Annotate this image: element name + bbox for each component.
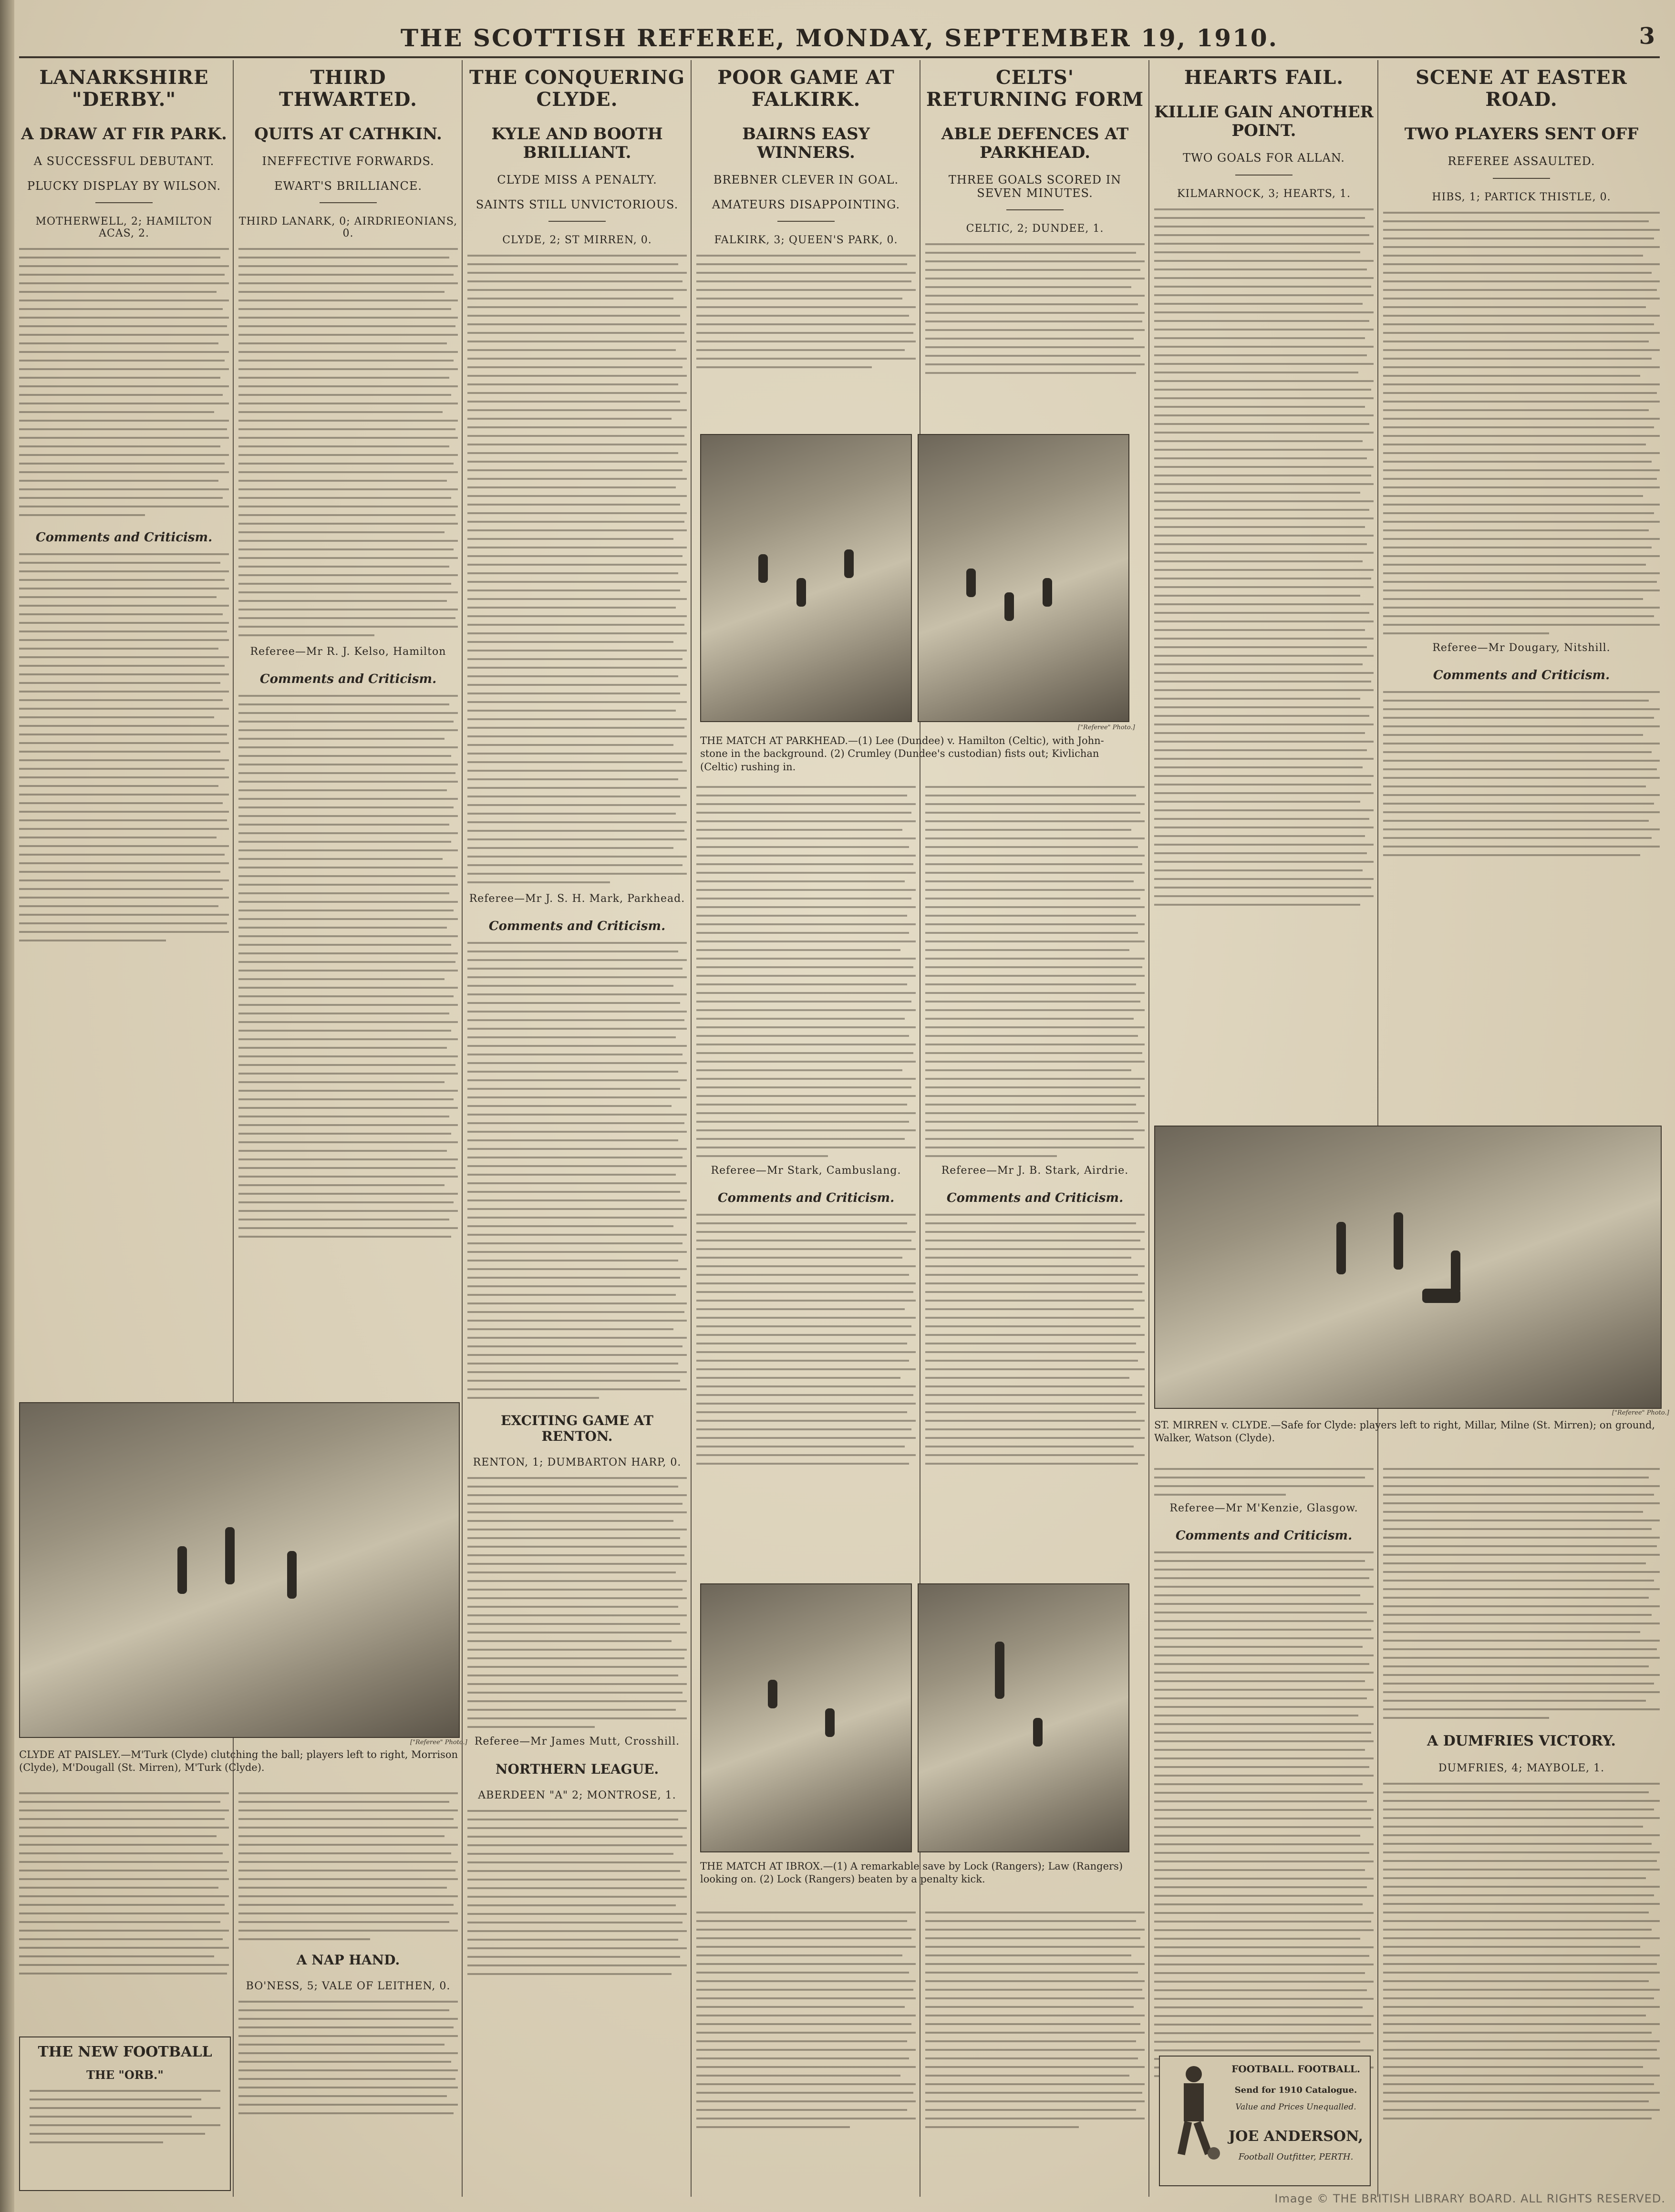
section-heading: Comments and Criticism. — [717, 1191, 895, 1205]
copyright-notice: Image © THE BRITISH LIBRARY BOARD. ALL RIGHTS RESERVED. — [1274, 2192, 1665, 2205]
divider — [1006, 209, 1064, 210]
match-score: MOTHERWELL, 2; HAMILTON ACAS, 2. — [35, 216, 213, 240]
advertisement-new-football — [19, 2036, 231, 2191]
photo-caption: THE MATCH AT PARKHEAD.—(1) Lee (Dundee) v. Hamilton (Celtic), with John-stone in the background. (2) Crumley (Dundee's custodian) fists out; Kivlichan (Celtic) rushing in. — [700, 735, 1104, 773]
article-body — [19, 248, 229, 516]
article-body — [1154, 208, 1374, 906]
match-score: RENTON, 1; DUMBARTON HARP, 0. — [473, 1456, 682, 1468]
advertisement-joe-anderson — [1159, 2056, 1371, 2186]
ad-line: Value and Prices Unequalled. — [1235, 2102, 1356, 2112]
ad-body — [20, 2090, 230, 2143]
article-body — [1383, 1468, 1660, 1719]
photo-caption: THE MATCH AT IBROX.—(1) A remarkable save by Lock (Rangers); Law (Rangers) looking on. (2) Lock (Rangers) beaten by a penalty kick. — [700, 1861, 1123, 1885]
ad-title: THE NEW FOOTBALL — [38, 2044, 212, 2060]
section-heading: Comments and Criticism. — [488, 919, 666, 934]
deck: INEFFECTIVE FORWARDS. — [262, 155, 434, 168]
ad-line: Send for 1910 Catalogue. — [1234, 2085, 1357, 2095]
article-body — [1383, 691, 1660, 856]
referee-line: Referee—Mr J. S. H. Mark, Parkhead. — [469, 893, 685, 905]
article-body — [1383, 1783, 1660, 2119]
photo-caption: ST. MIRREN v. CLYDE.—Safe for Clyde: players left to right, Millar, Milne (St. Mirren); on ground, Walker, Watson (Clyde). — [1154, 1419, 1655, 1444]
photo-caption: CLYDE AT PAISLEY.—M'Turk (Clyde) clutching the ball; players left to right, Morrison (Clyde), M'Dougall (St. Mirren), M'Turk (Clyde). — [19, 1749, 458, 1774]
referee-line: Referee—Mr James Mutt, Crosshill. — [474, 1735, 680, 1747]
column-conquering-clyde — [467, 60, 687, 2197]
section-heading: Comments and Criticism. — [35, 530, 213, 545]
section-heading: A DUMFRIES VICTORY. — [1427, 1733, 1616, 1749]
article-body — [467, 255, 687, 883]
subheadline: TWO PLAYERS SENT OFF — [1404, 124, 1639, 144]
referee-line: Referee—Mr J. B. Stark, Airdrie. — [941, 1165, 1129, 1177]
column-third-thwarted — [238, 60, 458, 1386]
masthead-rule — [19, 56, 1660, 58]
section-heading: Comments and Criticism. — [1175, 1529, 1353, 1543]
match-score: CLYDE, 2; ST MIRREN, 0. — [502, 234, 652, 247]
article-body — [19, 553, 229, 941]
article-body — [467, 1810, 687, 1975]
ad-subtitle: THE "ORB." — [86, 2067, 164, 2082]
column-third-thwarted-continued — [238, 1784, 458, 2189]
article-body — [238, 1792, 458, 1940]
deck: PLUCKY DISPLAY BY WILSON. — [27, 179, 221, 193]
photo-parkhead-1 — [700, 434, 912, 722]
divider — [1235, 175, 1292, 176]
ad-advertiser-trade: Football Outfitter, PERTH. — [1238, 2152, 1354, 2162]
divider — [95, 202, 153, 203]
section-heading: A NAP HAND. — [296, 1952, 400, 1968]
photo-ibrox-2 — [918, 1583, 1129, 1852]
column-celtic-continued — [925, 777, 1145, 1569]
deck: CLYDE MISS A PENALTY. — [497, 173, 657, 187]
photo-credit: ["Referee" Photo.] — [1612, 1409, 1669, 1416]
article-body — [925, 1912, 1145, 2128]
photo-st-mirren-clyde — [1154, 1126, 1662, 1409]
divider — [320, 202, 377, 203]
photo-clyde-at-paisley — [19, 1402, 460, 1738]
divider — [1493, 178, 1550, 179]
column-celtic-tail — [925, 1903, 1145, 2189]
column-rule — [691, 60, 692, 2197]
ad-title: FOOTBALL. FOOTBALL. — [1231, 2063, 1360, 2075]
match-score: FALKIRK, 3; QUEEN'S PARK, 0. — [714, 234, 898, 247]
section-heading: Comments and Criticism. — [1433, 668, 1610, 682]
article-body — [696, 1214, 916, 1465]
headline: HEARTS FAIL. — [1184, 66, 1344, 89]
photo-parkhead-2 — [918, 434, 1129, 722]
deck: SAINTS STILL UNVICTORIOUS. — [476, 197, 679, 211]
deck: TWO GOALS FOR ALLAN. — [1183, 151, 1345, 165]
subheadline: KILLIE GAIN ANOTHER POINT. — [1154, 103, 1374, 141]
column-poor-game-falkirk — [696, 60, 916, 442]
article-body — [696, 786, 916, 1157]
deck: THREE GOALS SCORED IN SEVEN MINUTES. — [948, 173, 1122, 200]
match-score: HIBS, 1; PARTICK THISTLE, 0. — [1432, 191, 1611, 203]
article-body — [467, 1477, 687, 1728]
section-heading: EXCITING GAME AT RENTON. — [501, 1413, 653, 1444]
masthead — [19, 19, 1660, 52]
deck: REFEREE ASSAULTED. — [1448, 155, 1595, 168]
article-body — [925, 786, 1145, 1157]
match-score: THIRD LANARK, 0; AIRDRIEONIANS, 0. — [238, 216, 458, 240]
referee-line: Referee—Mr M'Kenzie, Glasgow. — [1169, 1502, 1358, 1514]
article-body — [238, 695, 458, 1238]
column-rule — [462, 60, 463, 2197]
match-score: CELTIC, 2; DUNDEE, 1. — [966, 223, 1104, 235]
deck: AMATEURS DISAPPOINTING. — [712, 197, 900, 211]
photo-ibrox-1 — [700, 1583, 912, 1852]
article-body — [1154, 1468, 1374, 1496]
photo-credit: ["Referee" Photo.] — [1078, 724, 1135, 731]
article-body — [1383, 212, 1660, 634]
headline: THIRD THWARTED. — [279, 66, 417, 111]
subheadline: ABLE DEFENCES AT PARKHEAD. — [941, 124, 1129, 163]
column-lanarkshire-derby — [19, 60, 229, 1453]
photo-credit: ["Referee" Photo.] — [410, 1739, 467, 1746]
deck: A SUCCESSFUL DEBUTANT. — [33, 155, 215, 168]
match-score: BO'NESS, 5; VALE OF LEITHEN, 0. — [246, 1980, 451, 1993]
ad-advertiser-name: JOE ANDERSON, — [1229, 2128, 1363, 2145]
subheadline: A DRAW AT FIR PARK. — [21, 124, 227, 144]
headline: THE CONQUERING CLYDE. — [469, 66, 685, 111]
match-score: DUMFRIES, 4; MAYBOLE, 1. — [1438, 1762, 1605, 1774]
subheadline: KYLE AND BOOTH BRILLIANT. — [491, 124, 663, 163]
referee-line: Referee—Mr Stark, Cambuslang. — [711, 1165, 901, 1177]
deck: BREBNER CLEVER IN GOAL. — [713, 173, 899, 187]
column-celts-returning-form — [925, 60, 1145, 442]
page-binding-edge — [0, 0, 14, 2212]
divider — [777, 221, 835, 222]
section-heading: Comments and Criticism. — [259, 672, 437, 687]
article-body — [696, 1912, 916, 2128]
article-body — [925, 1214, 1145, 1465]
column-rule — [1148, 60, 1149, 2197]
article-body — [19, 1792, 229, 1974]
deck: EWART'S BRILLIANCE. — [274, 179, 423, 193]
subheadline: BAIRNS EASY WINNERS. — [742, 124, 870, 163]
referee-line: Referee—Mr R. J. Kelso, Hamilton — [250, 646, 446, 658]
column-hearts-fail — [1154, 60, 1374, 1176]
newspaper-title: THE SCOTTISH REFEREE, MONDAY, SEPTEMBER 19, 1910. — [400, 24, 1279, 52]
column-easter-road-continued — [1383, 1459, 1660, 2180]
column-falkirk-tail — [696, 1903, 916, 2189]
article-body — [238, 2001, 458, 2114]
article-body — [696, 255, 916, 368]
match-score: KILMARNOCK, 3; HEARTS, 1. — [1177, 187, 1351, 200]
article-body — [467, 942, 687, 1399]
referee-line: Referee—Mr Dougary, Nitshill. — [1432, 641, 1611, 654]
article-body — [238, 248, 458, 636]
column-scene-easter-road — [1383, 60, 1660, 1176]
headline: CELTS' RETURNING FORM — [926, 66, 1144, 111]
section-heading: Comments and Criticism. — [946, 1191, 1124, 1205]
column-falkirk-continued — [696, 777, 916, 1569]
column-derby-continued — [19, 1784, 229, 2022]
divider — [548, 221, 606, 222]
headline: POOR GAME AT FALKIRK. — [717, 66, 895, 111]
headline: SCENE AT EASTER ROAD. — [1416, 66, 1627, 111]
page-number: 3 — [1639, 23, 1655, 50]
article-body — [1154, 1551, 1374, 2077]
headline: LANARKSHIRE "DERBY." — [39, 66, 209, 111]
footballer-illustration — [1167, 2066, 1219, 2161]
column-rule — [233, 60, 234, 2197]
match-score: ABERDEEN "A" 2; MONTROSE, 1. — [478, 1789, 676, 1801]
subheadline: QUITS AT CATHKIN. — [254, 124, 442, 144]
section-heading: NORTHERN LEAGUE. — [495, 1761, 659, 1777]
article-body — [925, 243, 1145, 374]
